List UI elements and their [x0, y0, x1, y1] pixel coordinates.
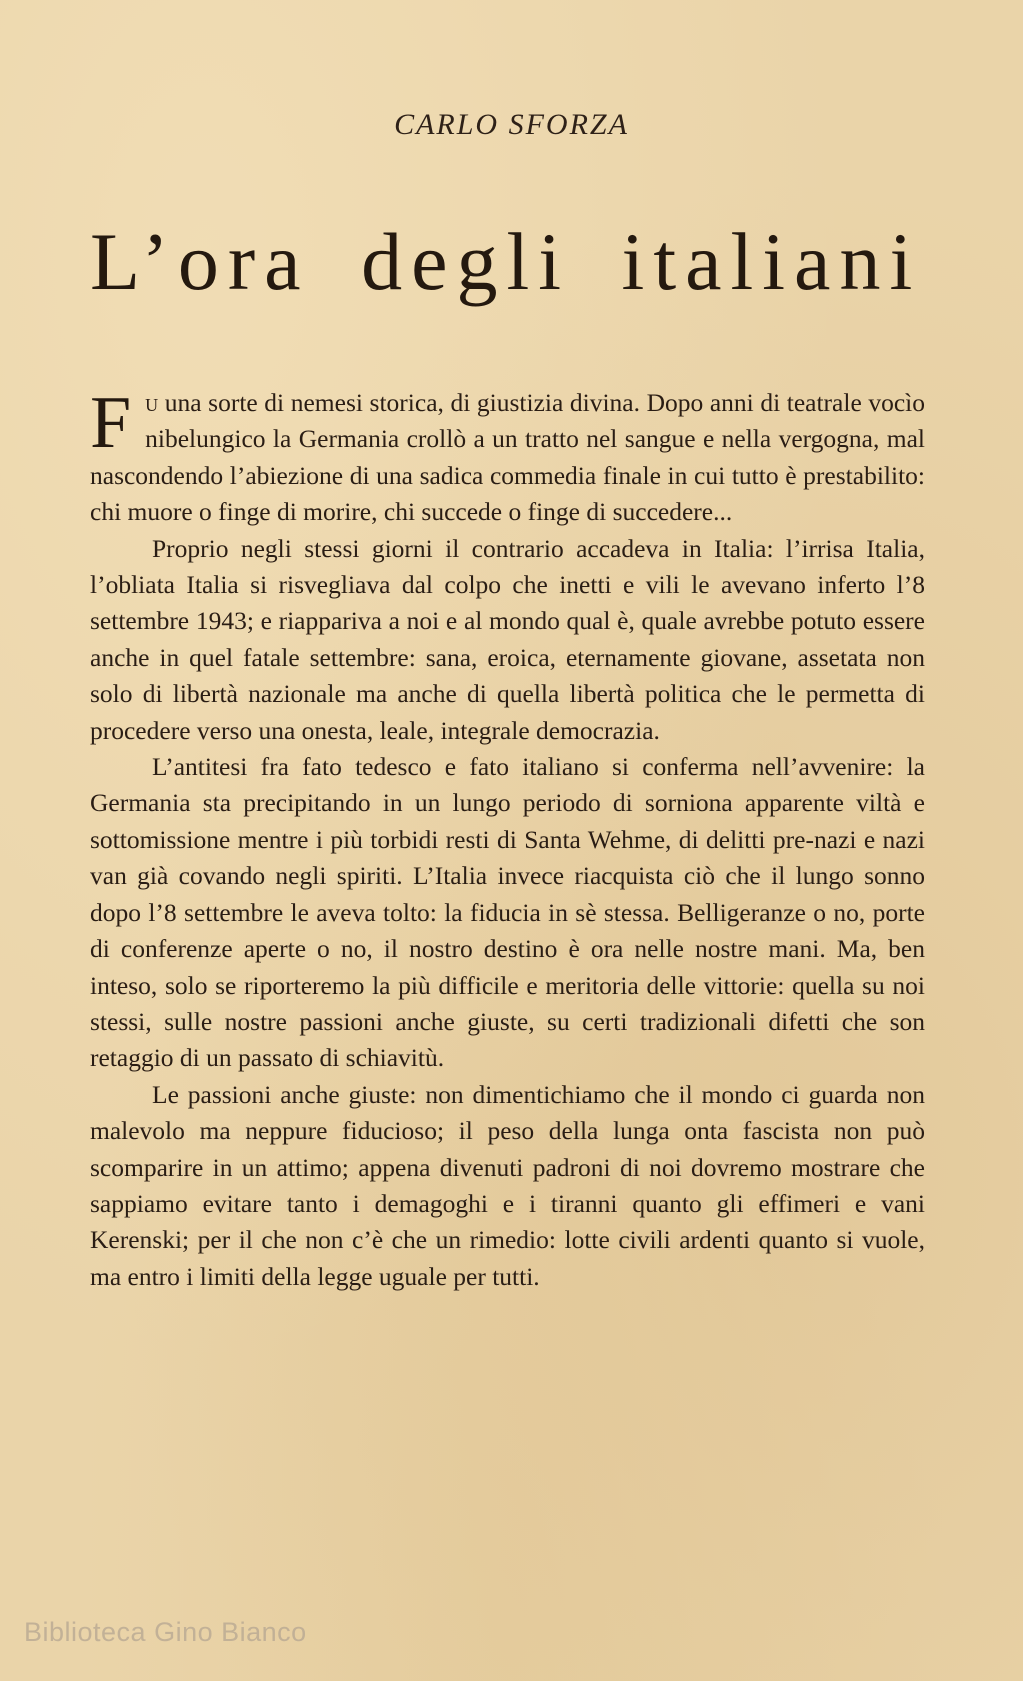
drop-cap: F [90, 382, 132, 464]
paragraph-2: Proprio negli stessi giorni il contrario accadeva in Italia: l’irrisa Italia, l’obliata Italia si risvegliava dal colpo che inetti e vili le avevano inferto l’8 settembre 1943; e riappariva a noi e al mondo qual è, quale avrebbe potuto essere anche in quel fatale settembre: sana, eroica, eternamente giovane, assetata non solo di libertà nazionale ma anche di quella libertà politica che le permetta di procedere verso una onesta, leale, integrale democrazia. [90, 533, 925, 745]
paragraph-4: Le passioni anche giuste: non dimentichiamo che il mondo ci guarda non malevolo ma neppure fiducioso; il peso della lunga onta fascista non può scomparire in un attimo; appena divenuti padroni di noi dovremo mostrare che sappiamo evitare tanto i demagoghi e i tiranni quanto gli effimeri e vani Kerenski; per il che non c’è che un rimedio: lotte civili ardenti quanto si vuole, ma entro i limiti della legge uguale per tutti. [90, 1079, 925, 1291]
article-body [90, 382, 925, 1295]
article-title: L’ora degli italiani [90, 216, 922, 307]
library-watermark: Biblioteca Gino Bianco [24, 1617, 307, 1647]
first-paragraph-text: una sorte di nemesi storica, di giustizia divina. Dopo anni di teatrale vocìo nibelungico la Germania crollò a un tratto nel sangue e nella vergogna, mal nascondendo l’abiezione di una sadica commedia finale in cui tutto è prestabilito: chi muore o finge di morire, chi succede o finge di succedere... [90, 388, 925, 527]
author-name: CARLO SFORZA [394, 108, 629, 141]
paragraph-3: L’antitesi fra fato tedesco e fato italiano si conferma nell’avvenire: la Germania sta precipitando in un lungo periodo di sorniona apparente viltà e sottomissione mentre i più torbidi resti di Santa Wehme, di delitti pre-nazi e nazi van già covando negli spiriti. L’Italia invece riacquista ciò che il lungo sonno dopo l’8 settembre le aveva tolto: la fiducia in sè stessa. Belligeranze o no, porte di conferenze aperte o no, il nostro destino è ora nelle nostre mani. Ma, ben inteso, solo se riporteremo la più difficile e meritoria delle vittorie: quella su noi stessi, sulle nostre passioni anche giuste, su certi tradizionali difetti che son retaggio di un passato di schiavitù. [90, 752, 925, 1073]
paragraph-1 [90, 382, 925, 531]
first-paragraph-lead: u [145, 388, 159, 417]
